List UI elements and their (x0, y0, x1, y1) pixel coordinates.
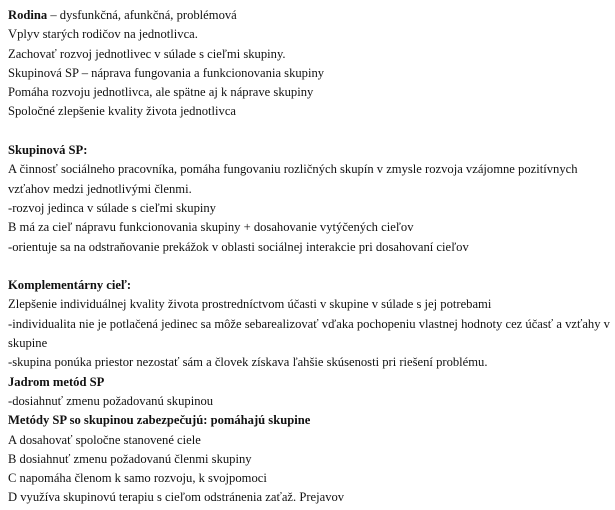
text-line: -orientuje sa na odstraňovanie prekážok v oblasti sociálnej interakcie pri dosahovaní cieľov (8, 239, 469, 254)
metody-sp-heading-text: Metódy SP so skupinou zabezpečujú: pomáhajú skupine (8, 413, 311, 428)
blank-line (8, 122, 612, 141)
text-line: Spoločné zlepšenie kvality života jednotlivca (8, 104, 237, 119)
skupinova-sp-heading (8, 141, 612, 160)
list-item: D využíva skupinovú terapiu s cieľom odstránenia zaťaž. Prejavov (8, 490, 345, 505)
text-line: Vplyv starých rodičov na jednotlivca. (8, 27, 198, 42)
text-line: B má za cieľ nápravu funkcionovania skupiny + dosahovanie vytýčených cieľov (8, 220, 414, 235)
text-line: -dosiahnuť zmenu požadovanú skupinou (8, 393, 214, 408)
text-line: Pomáha rozvoju jednotlivca, ale spätne aj k náprave skupiny (8, 85, 314, 100)
text-line: Zachovať rozvoj jednotlivec v súlade s cieľmi skupiny. (8, 46, 286, 61)
list-item: B dosiahnuť zmenu požadovanú členmi skupiny (8, 451, 252, 466)
text-line: -rozvoj jedinca v súlade s cieľmi skupiny (8, 200, 216, 215)
rodina-heading-line (8, 6, 612, 25)
list-item: C napomáha členom k samo rozvoju, k svojpomoci (8, 471, 267, 486)
blank-line (8, 257, 612, 276)
text-line: -skupina ponúka priestor nezostať sám a človek získava ľahšie skúsenosti pri riešení problému. (8, 355, 488, 370)
document-body (8, 6, 612, 508)
text-line: Zlepšenie individuálnej kvality života prostredníctvom účasti v skupine v súlade s jej potrebami (8, 297, 492, 312)
rodina-heading-rest: – dysfunkčná, afunkčná, problémová (47, 8, 237, 22)
rodina-heading: Rodina (8, 8, 48, 22)
komplementarny-ciel-heading (8, 276, 612, 295)
individualita-paragraph: -individualita nie je potlačená jedinec sa môže sebarealizovať vďaka pochopeniu vlastnej hodnoty cez účasť a vzťahy v skupine (8, 316, 610, 351)
list-item: A dosahovať spoločne stanovené ciele (8, 432, 201, 447)
metody-sp-heading (8, 411, 612, 430)
jadrom-metod-heading-text: Jadrom metód SP (8, 374, 105, 389)
jadrom-metod-heading (8, 373, 612, 392)
komplementarny-ciel-heading-text: Komplementárny cieľ: (8, 278, 132, 293)
skupinova-sp-paragraph: A činnosť sociálneho pracovníka, pomáha fungovaniu rozličných skupín v zmysle rozvoja vzájomne pozitívnych vzťahov medzi jednotlivými členmi. (8, 162, 578, 196)
skupinova-sp-heading-text: Skupinová SP: (8, 143, 88, 158)
text-line: Skupinová SP – náprava fungovania a funkcionovania skupiny (8, 65, 325, 80)
